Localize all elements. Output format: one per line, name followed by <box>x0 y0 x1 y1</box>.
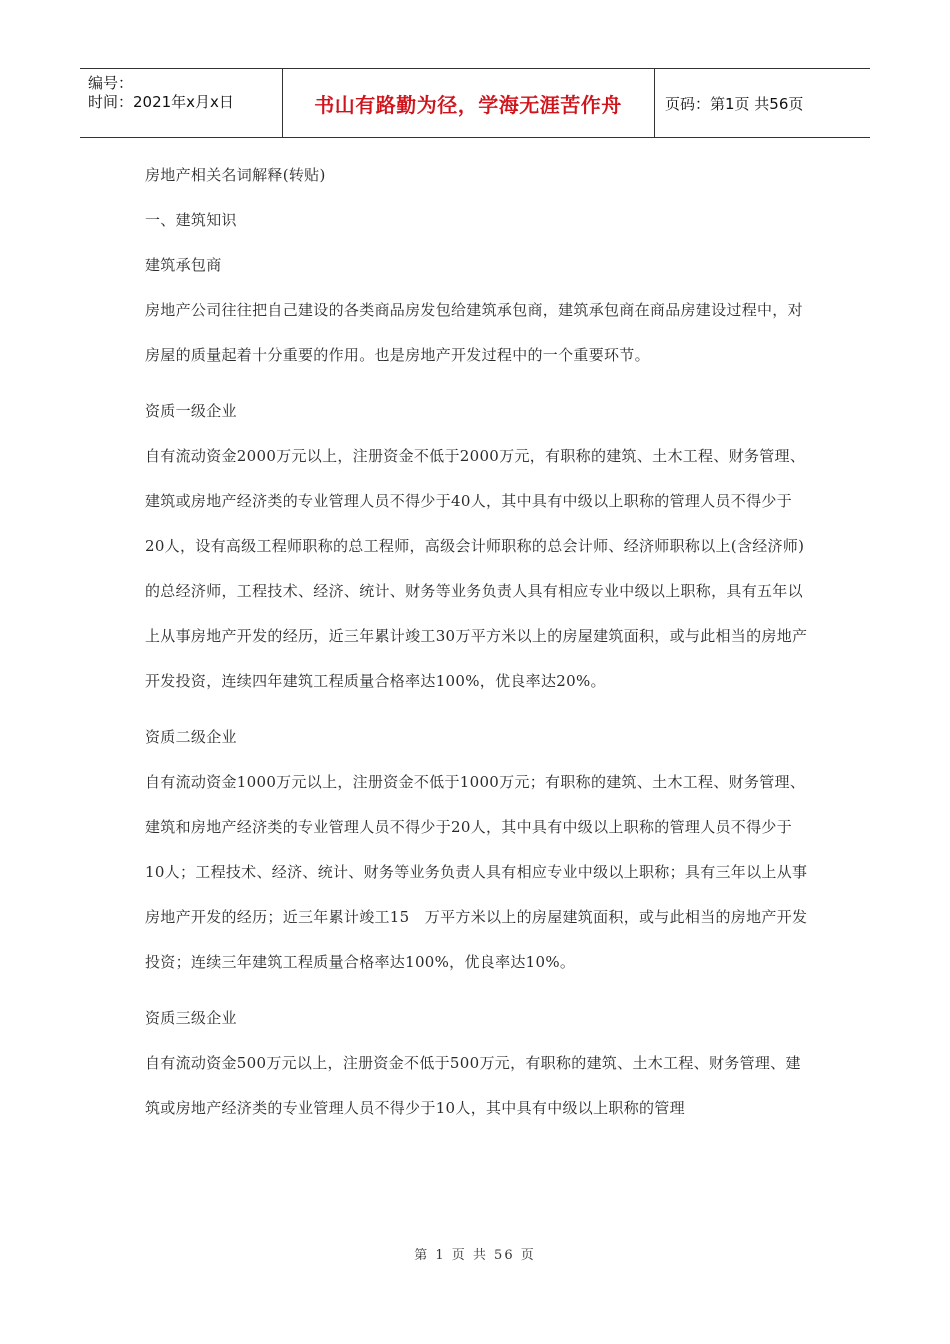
term-heading-grade-2: 资质二级企业 <box>145 728 237 746</box>
document-time-label: 时间：2021年x月x日 <box>88 93 234 111</box>
header-motto: 书山有路勤为径，学海无涯苦作舟 <box>314 92 622 117</box>
header-page-code: 页码：第1页 共56页 <box>665 94 804 113</box>
header-motto-cell <box>282 69 655 137</box>
paragraph-contractor: 房地产公司往往把自己建设的各类商品房发包给建筑承包商，建筑承包商在商品房建设过程中，对房屋的质量起着十分重要的作用。也是房地产开发过程中的一个重要环节。 <box>145 301 803 364</box>
document-header <box>80 68 870 138</box>
header-page-cell <box>655 69 870 137</box>
header-meta-cell <box>80 69 283 137</box>
document-title: 房地产相关名词解释(转贴) <box>145 166 326 184</box>
paragraph-grade-3: 自有流动资金500万元以上，注册资金不低于500万元，有职称的建筑、土木工程、财务管理、建筑或房地产经济类的专业管理人员不得少于10人，其中具有中级以上职称的管理 <box>145 1054 801 1117</box>
section-heading: 一、建筑知识 <box>145 211 237 229</box>
document-number-label: 编号： <box>88 74 134 92</box>
paragraph-grade-2: 自有流动资金1000万元以上，注册资金不低于1000万元；有职称的建筑、土木工程、财务管理、建筑和房地产经济类的专业管理人员不得少于20人，其中具有中级以上职称的管理人员不得少于10人；工程技术、经济、统计、财务等业务负责人具有相应专业中级以上职称；具有三年以上从事房地产开发的经历；近三年累计竣工15 万平方米以上的房屋建筑面积，或与此相当的房地产开发投资；连续三年建筑工程质量合格率达100%，优良率达10%。 <box>145 773 808 971</box>
page-footer: 第 1 页 共 56 页 <box>414 1248 536 1263</box>
paragraph-grade-1: 自有流动资金2000万元以上，注册资金不低于2000万元，有职称的建筑、土木工程、财务管理、建筑或房地产经济类的专业管理人员不得少于40人，其中具有中级以上职称的管理人员不得少于20人，设有高级工程师职称的总工程师，高级会计师职称的总会计师、经济师职称以上(含经济师)的总经济师，工程技术、经济、统计、财务等业务负责人具有相应专业中级以上职称，具有五年以上从事房地产开发的经历，近三年累计竣工30万平方米以上的房屋建筑面积，或与此相当的房地产开发投资，连续四年建筑工程质量合格率达100%，优良率达20%。 <box>145 447 808 690</box>
document-body <box>145 153 810 1131</box>
term-heading-grade-1: 资质一级企业 <box>145 402 237 420</box>
term-heading-contractor: 建筑承包商 <box>145 256 222 274</box>
term-heading-grade-3: 资质三级企业 <box>145 1009 237 1027</box>
